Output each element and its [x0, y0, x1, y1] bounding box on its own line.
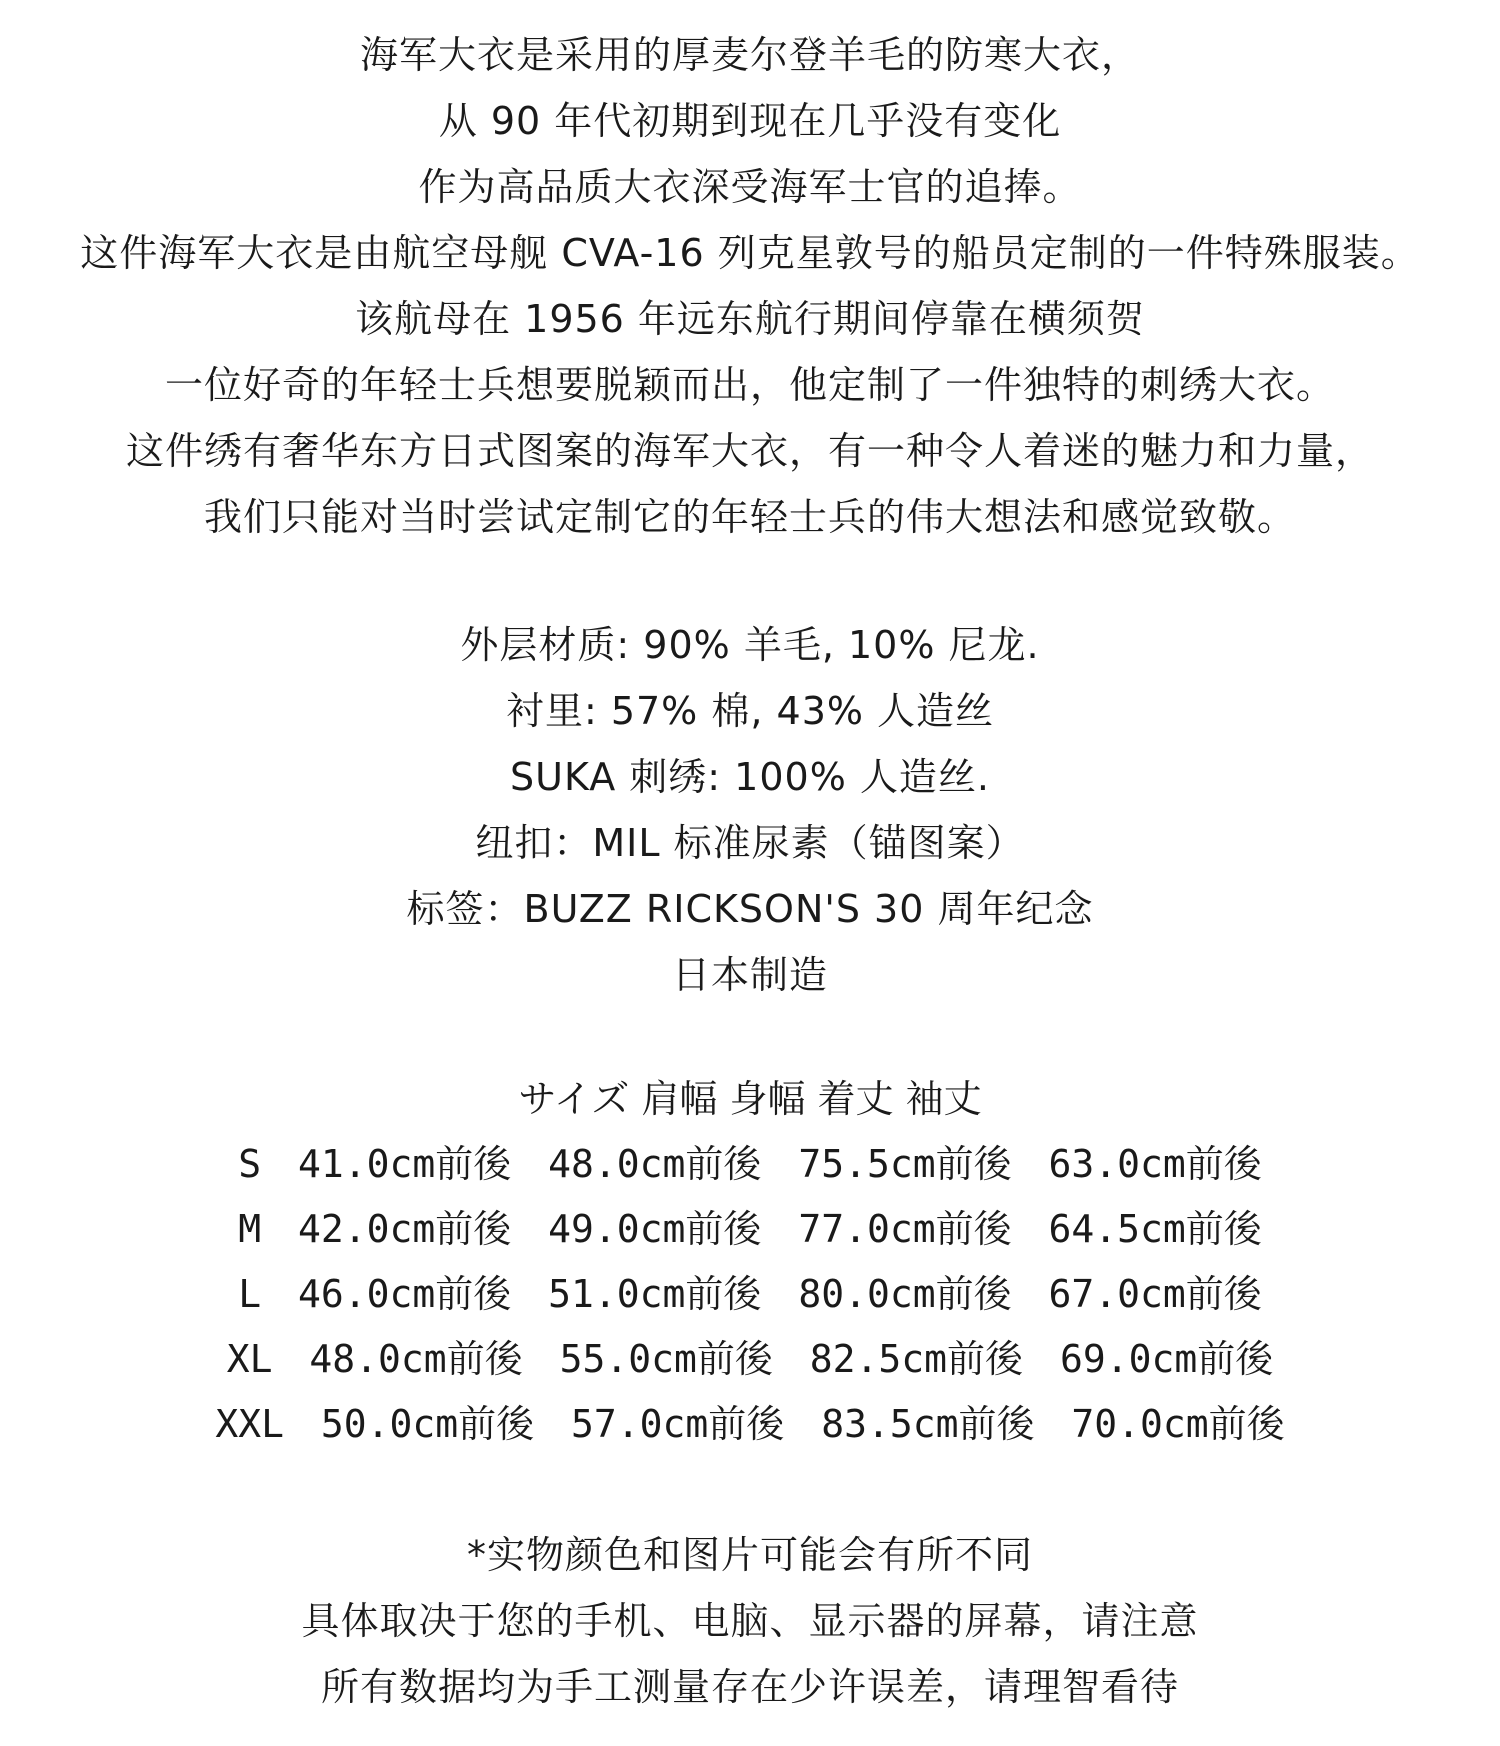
material-label-line: 标签：BUZZ RICKSON'S 30 周年纪念: [406, 887, 1094, 931]
chest-width: 57.0cm前後: [571, 1402, 785, 1446]
sleeve-length: 64.5cm前後: [1048, 1207, 1262, 1251]
intro-line: 该航母在 1956 年远东航行期间停靠在横须贺: [355, 297, 1145, 341]
size-label: M: [238, 1207, 262, 1251]
intro-line: 这件绣有奢华东方日式图案的海军大衣，有一种令人着迷的魅力和力量，: [125, 429, 1374, 473]
chest-width: 55.0cm前後: [559, 1337, 773, 1381]
materials-list: [0, 612, 1500, 1008]
intro-line: 一位好奇的年轻士兵想要脱颖而出，他定制了一件独特的刺绣大衣。: [164, 363, 1335, 407]
shoulder-width: 42.0cm前後: [297, 1207, 512, 1251]
size-row-s: [0, 1132, 1500, 1197]
body-length: 83.5cm前後: [821, 1402, 1035, 1446]
shoulder-width: 41.0cm前後: [297, 1142, 512, 1186]
sleeve-length: 67.0cm前後: [1048, 1272, 1262, 1316]
chest-width: 51.0cm前後: [548, 1272, 762, 1316]
disclaimer-notes: [0, 1522, 1500, 1720]
size-row-xxl: [0, 1392, 1500, 1457]
intro-line: 从 90 年代初期到现在几乎没有变化: [438, 99, 1062, 143]
body-length: 77.0cm前後: [798, 1207, 1012, 1251]
color-disclaimer: *实物颜色和图片可能会有所不同: [466, 1533, 1033, 1577]
size-label: XL: [226, 1337, 273, 1381]
body-length: 82.5cm前後: [809, 1337, 1024, 1381]
size-row-l: [0, 1262, 1500, 1327]
material-outer-line: 外层材质: 90% 羊毛, 10% 尼龙.: [460, 623, 1040, 667]
made-in-line: 日本制造: [671, 953, 828, 997]
body-length: 75.5cm前後: [798, 1142, 1012, 1186]
body-length: 80.0cm前後: [798, 1272, 1012, 1316]
sleeve-length: 63.0cm前後: [1048, 1142, 1262, 1186]
intro-line: 这件海军大衣是由航空母舰 CVA-16 列克星敦号的船员定制的一件特殊服装。: [80, 231, 1420, 275]
size-row-xl: [0, 1327, 1500, 1392]
size-label: L: [238, 1272, 262, 1316]
measurement-disclaimer: 所有数据均为手工测量存在少许误差，请理智看待: [320, 1665, 1179, 1709]
size-row-m: [0, 1197, 1500, 1262]
size-chart-header: サイズ 肩幅 身幅 着丈 袖丈: [518, 1077, 982, 1121]
shoulder-width: 50.0cm前後: [320, 1402, 535, 1446]
size-label: S: [238, 1142, 262, 1186]
size-chart: [0, 1067, 1500, 1457]
material-lining-line: 衬里: 57% 棉, 43% 人造丝: [505, 689, 995, 733]
intro-line: 我们只能对当时尝试定制它的年轻士兵的伟大想法和感觉致敬。: [203, 495, 1296, 539]
screen-disclaimer: 具体取决于您的手机、电脑、显示器的屏幕，请注意: [301, 1599, 1199, 1643]
intro-line: 作为高品质大衣深受海军士官的追捧。: [418, 165, 1082, 209]
size-label: XXL: [215, 1402, 284, 1446]
material-buttons-line: 纽扣：MIL 标准尿素（锚图案）: [475, 821, 1025, 865]
shoulder-width: 48.0cm前後: [309, 1337, 523, 1381]
sleeve-length: 69.0cm前後: [1059, 1337, 1274, 1381]
intro-line: 海军大衣是采用的厚麦尔登羊毛的防寒大衣，: [359, 33, 1140, 77]
shoulder-width: 46.0cm前後: [297, 1272, 512, 1316]
material-embroidery-line: SUKA 刺绣: 100% 人造丝.: [510, 755, 990, 799]
chest-width: 49.0cm前後: [548, 1207, 762, 1251]
chest-width: 48.0cm前後: [548, 1142, 762, 1186]
intro-paragraph: [0, 22, 1500, 550]
sleeve-length: 70.0cm前後: [1071, 1402, 1285, 1446]
